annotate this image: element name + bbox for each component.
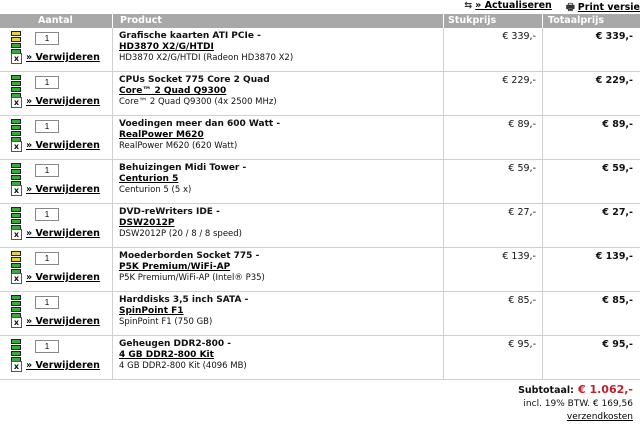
- unit-price: € 95,-: [508, 339, 536, 350]
- product-description: RealPower M620 (620 Watt): [119, 141, 238, 151]
- product-link[interactable]: 4 GB DDR2-800 Kit: [119, 350, 214, 360]
- product-category: DVD-reWriters IDE -: [119, 207, 220, 217]
- remove-item-link[interactable]: » Verwijderen: [26, 140, 100, 151]
- quantity-input[interactable]: [35, 32, 59, 45]
- quantity-input[interactable]: [35, 76, 59, 89]
- product-info: [119, 339, 247, 372]
- quantity-input[interactable]: [35, 164, 59, 177]
- unit-price: € 59,-: [508, 163, 536, 174]
- product-info: [119, 207, 242, 240]
- product-info: [119, 251, 265, 284]
- remove-checkbox[interactable]: x: [11, 141, 22, 152]
- remove-checkbox[interactable]: x: [11, 97, 22, 108]
- cart-summary: [518, 383, 633, 424]
- subtotal-label: Subtotaal:: [518, 385, 574, 396]
- product-category: Voedingen meer dan 600 Watt -: [119, 119, 281, 129]
- product-link[interactable]: RealPower M620: [119, 130, 204, 140]
- product-description: 4 GB DDR2-800 Kit (4096 MB): [119, 361, 247, 371]
- stock-indicator-icon: [11, 119, 21, 143]
- product-description: HD3870 X2/G/HTDI (Radeon HD3870 X2): [119, 53, 294, 63]
- product-link[interactable]: Centurion 5: [119, 174, 179, 184]
- vat-text: incl. 19% BTW. € 169,56: [523, 399, 633, 409]
- top-toolbar: [464, 0, 640, 14]
- stock-indicator-icon: [11, 75, 21, 99]
- unit-price: € 85,-: [508, 295, 536, 306]
- product-description: SpinPoint F1 (750 GB): [119, 317, 213, 327]
- product-category: Harddisks 3,5 inch SATA -: [119, 295, 249, 305]
- stock-indicator-icon: [11, 31, 21, 55]
- cart-row: [0, 204, 640, 248]
- subtotal-amount: € 1.062,-: [577, 383, 633, 396]
- total-price: € 229,-: [595, 75, 633, 86]
- cart-row: [0, 116, 640, 160]
- print-version-link[interactable]: 🖶 Print versie: [566, 0, 640, 14]
- remove-item-link[interactable]: » Verwijderen: [26, 184, 100, 195]
- unit-price: € 139,-: [502, 251, 536, 262]
- shipping-costs-link[interactable]: verzendkosten: [566, 412, 633, 422]
- quantity-input[interactable]: [35, 296, 59, 309]
- cart-row: [0, 336, 640, 380]
- total-price: € 95,-: [602, 339, 633, 350]
- product-link[interactable]: P5K Premium/WiFi-AP: [119, 262, 231, 272]
- refresh-icon: ⇆: [464, 0, 473, 11]
- total-price: € 139,-: [595, 251, 633, 262]
- remove-checkbox[interactable]: x: [11, 53, 22, 64]
- product-category: CPUs Socket 775 Core 2 Quad: [119, 75, 270, 85]
- product-info: [119, 119, 280, 152]
- remove-checkbox[interactable]: x: [11, 185, 22, 196]
- remove-item-link[interactable]: » Verwijderen: [26, 272, 100, 283]
- product-description: Core™ 2 Quad Q9300 (4x 2500 MHz): [119, 97, 277, 107]
- header-total-price: Totaalprijs: [548, 15, 605, 26]
- printer-icon: 🖶: [565, 2, 575, 13]
- cart-rows: [0, 28, 640, 380]
- product-info: [119, 163, 246, 196]
- product-category: Moederborden Socket 775 -: [119, 251, 260, 261]
- total-price: € 339,-: [595, 31, 633, 42]
- header-unit-price: Stukprijs: [448, 15, 497, 26]
- quantity-input[interactable]: [35, 252, 59, 265]
- header-product: Product: [120, 15, 162, 26]
- stock-indicator-icon: [11, 207, 21, 231]
- cart-row: [0, 28, 640, 72]
- cart-table-header: [0, 14, 640, 28]
- stock-indicator-icon: [11, 163, 21, 187]
- product-category: Behuizingen Midi Tower -: [119, 163, 247, 173]
- quantity-input[interactable]: [35, 208, 59, 221]
- product-link[interactable]: DSW2012P: [119, 218, 175, 228]
- product-description: Centurion 5 (5 x): [119, 185, 192, 195]
- update-cart-link[interactable]: ⇆ » Actualiseren: [464, 0, 552, 11]
- cart-row: [0, 160, 640, 204]
- product-category: Grafische kaarten ATI PCIe -: [119, 31, 261, 41]
- total-price: € 89,-: [602, 119, 633, 130]
- remove-item-link[interactable]: » Verwijderen: [26, 316, 100, 327]
- header-qty: Aantal: [38, 15, 73, 26]
- unit-price: € 339,-: [502, 31, 536, 42]
- product-info: [119, 75, 277, 108]
- product-category: Geheugen DDR2-800 -: [119, 339, 232, 349]
- product-info: [119, 295, 248, 328]
- quantity-input[interactable]: [35, 120, 59, 133]
- stock-indicator-icon: [11, 295, 21, 319]
- product-link[interactable]: HD3870 X2/G/HTDI: [119, 42, 214, 52]
- remove-item-link[interactable]: » Verwijderen: [26, 360, 100, 371]
- remove-checkbox[interactable]: x: [11, 229, 22, 240]
- total-price: € 59,-: [602, 163, 633, 174]
- product-link[interactable]: SpinPoint F1: [119, 306, 184, 316]
- product-link[interactable]: Core™ 2 Quad Q9300: [119, 86, 227, 96]
- remove-checkbox[interactable]: x: [11, 361, 22, 372]
- cart-row: [0, 72, 640, 116]
- product-info: [119, 31, 293, 64]
- remove-checkbox[interactable]: x: [11, 317, 22, 328]
- quantity-input[interactable]: [35, 340, 59, 353]
- remove-item-link[interactable]: » Verwijderen: [26, 96, 100, 107]
- unit-price: € 89,-: [508, 119, 536, 130]
- remove-checkbox[interactable]: x: [11, 273, 22, 284]
- total-price: € 85,-: [602, 295, 633, 306]
- remove-item-link[interactable]: » Verwijderen: [26, 228, 100, 239]
- product-description: DSW2012P (20 / 8 / 8 speed): [119, 229, 242, 239]
- total-price: € 27,-: [602, 207, 633, 218]
- stock-indicator-icon: [11, 339, 21, 363]
- unit-price: € 27,-: [508, 207, 536, 218]
- stock-indicator-icon: [11, 251, 21, 275]
- product-description: P5K Premium/WiFi-AP (Intel® P35): [119, 273, 265, 283]
- unit-price: € 229,-: [502, 75, 536, 86]
- cart-row: [0, 292, 640, 336]
- remove-item-link[interactable]: » Verwijderen: [26, 52, 100, 63]
- cart-row: [0, 248, 640, 292]
